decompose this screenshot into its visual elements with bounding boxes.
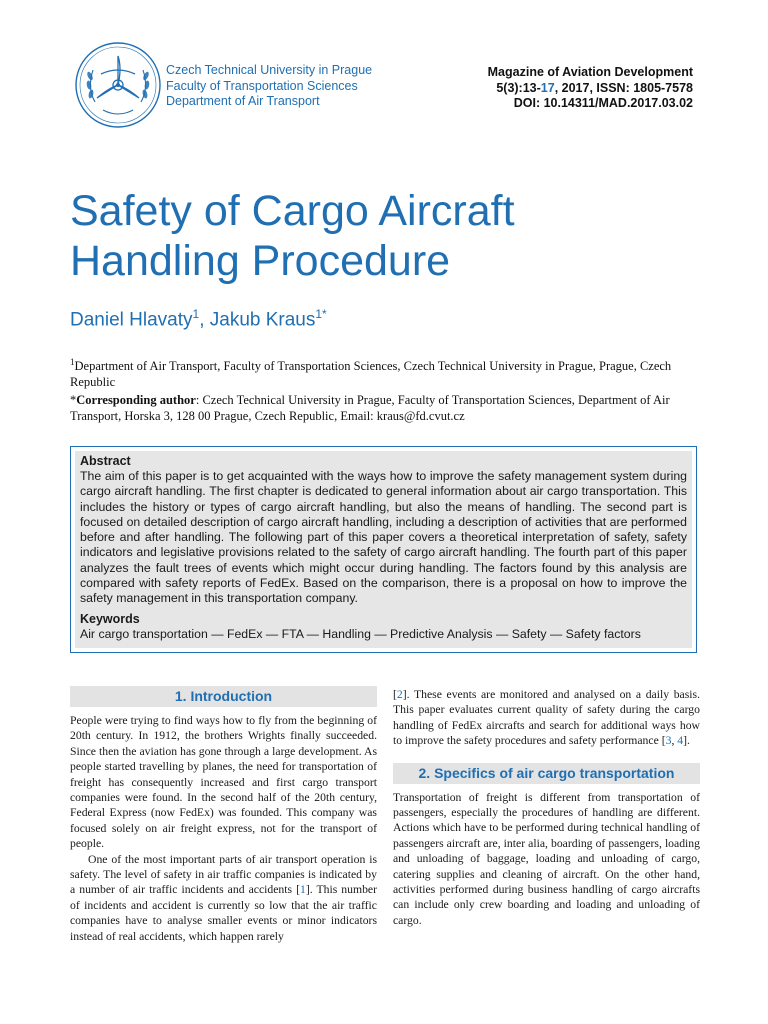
corr-label: Corresponding author [76, 393, 196, 408]
title-line-2: Handling Procedure [70, 237, 451, 285]
university-name: Czech Technical University in Prague [166, 63, 373, 77]
year-issn: , 2017, ISSN: 1805-7578 [554, 80, 693, 95]
volume-pages: 5(3):13- [496, 80, 541, 95]
left-column [70, 686, 377, 944]
citation-separator: , [671, 734, 678, 748]
section-1-heading: 1. Introduction [70, 686, 377, 707]
journal-name: Magazine of Aviation Development [487, 65, 693, 79]
affiliation-1 [70, 355, 700, 390]
keywords-heading: Keywords [80, 611, 140, 626]
page-link[interactable]: 17 [540, 80, 555, 95]
title-line-1: Safety of Cargo Aircraft [70, 187, 515, 235]
intro-paragraph-1: People were trying to find ways how to fly from the beginning of 20th century. In 1912, the brothers Wrights finally succeeded. Since then the aviation has gone through a large development. As people started travelling by planes, the need for transportation of freight has consequently increased and first cargo transport companies were found. In the second half of the 20th century, Federal Express (now FedEx) was founded. This company was focused solely on air freight express, not for the transport of people. [70, 714, 377, 851]
keywords-text: Air cargo transportation — FedEx — FTA — Handling — Predictive Analysis — Safety — Safety factors [80, 626, 641, 641]
faculty-name: Faculty of Transportation Sciences [166, 78, 358, 93]
university-seal-logo [73, 40, 163, 130]
author-2: Jakub Kraus [209, 309, 316, 331]
intro-paragraph-2-continued [393, 687, 700, 749]
corresponding-author [70, 393, 700, 424]
affiliations [70, 355, 700, 427]
corr-marker: * [70, 393, 77, 408]
department-name: Department of Air Transport [166, 94, 320, 108]
abstract-box [70, 446, 697, 653]
author-1: Daniel Hlavaty [70, 309, 193, 331]
p3-open-bracket: [ [393, 688, 397, 701]
affiliation-text: Department of Air Transport, Faculty of Transportation Sciences, Czech Technical University in Prague, Prague, Czech Republic [70, 359, 672, 389]
journal-volume [488, 81, 693, 97]
corr-text: : Czech Technical University in Prague, Faculty of Transportation Sciences, Department of Air Transport, Horska 3, 128 00 Prague, Czech Republic, Email: kraus@fd.cvut.cz [70, 393, 670, 423]
abstract-text: The aim of this paper is to get acquainted with the ways how to improve the safety management system during cargo aircraft handling. The first chapter is dedicated to general information about air cargo transportation. This includes the history or types of cargo aircraft handling, but also the means of handling. The second part is focused on detailed description of cargo aircraft handling, including a description of activities that are performed before and after handling. The following part of this paper covers a theoretical interpretation of safety, safety indicators and legislative provisions related to the safety of cargo aircraft handling. The fourth part of this paper analyzes the fault trees of events which might occur during handling. The factors found by this analysis are compared with safety reports of FedEx. Based on the comparison, there is a proposal on how to improve the safety management in this transportation company. [80, 469, 687, 606]
p3-close: ]. [683, 734, 690, 748]
p3-text: ]. These events are monitored and analysed on a daily basis. This paper evaluates current quality of safety during the cargo handling of FedEx aircrafts and search for additional ways how to improve the safety procedures and safety performance [ [393, 688, 700, 748]
paper-title [70, 186, 710, 286]
abstract-content [75, 451, 692, 648]
affiliation-marker: 1 [70, 357, 75, 367]
citation-3[interactable]: 3 [665, 734, 672, 748]
author-separator: , [199, 309, 210, 331]
p2-text-b: ]. This number of incidents and accident is currently so low that the air traffic companies have to analyse smaller events or minor indicators instead of real accidents, which happen rarely [70, 883, 377, 943]
institution-block [166, 63, 372, 110]
citation-2[interactable]: 2 [396, 688, 403, 701]
right-column [393, 687, 700, 928]
section-2-heading: 2. Specifics of air cargo transportation [393, 763, 700, 784]
journal-info [488, 65, 693, 112]
citation-1[interactable]: 1 [300, 883, 306, 897]
p2-text-a: One of the most important parts of air transport operation is safety. The level of safety in air traffic companies is indicated by a number of air traffic incidents and accidents [ [70, 852, 377, 897]
abstract-heading: Abstract [80, 454, 131, 468]
author-list [70, 307, 327, 331]
section-2-paragraph-1: Transportation of freight is different from transportation of passengers, especially the procedures of handling are different. Actions which have to be performed during technical handling of passengers aircraft are, inter alia, boarding of passengers, loading and unloading of baggage, loading and unloading of cargo, catering supplies and cleaning of aircraft. On the other hand, activities performed during business handling of cargo aircrafts can include only crew boarding and loading and unloading of cargo. [393, 790, 700, 927]
journal-doi: DOI: 10.14311/MAD.2017.03.02 [513, 96, 693, 110]
citation-4[interactable]: 4 [677, 734, 684, 748]
author-2-affiliation: 1* [315, 307, 327, 321]
intro-paragraph-2 [70, 852, 377, 944]
author-1-affiliation: 1 [192, 307, 200, 321]
